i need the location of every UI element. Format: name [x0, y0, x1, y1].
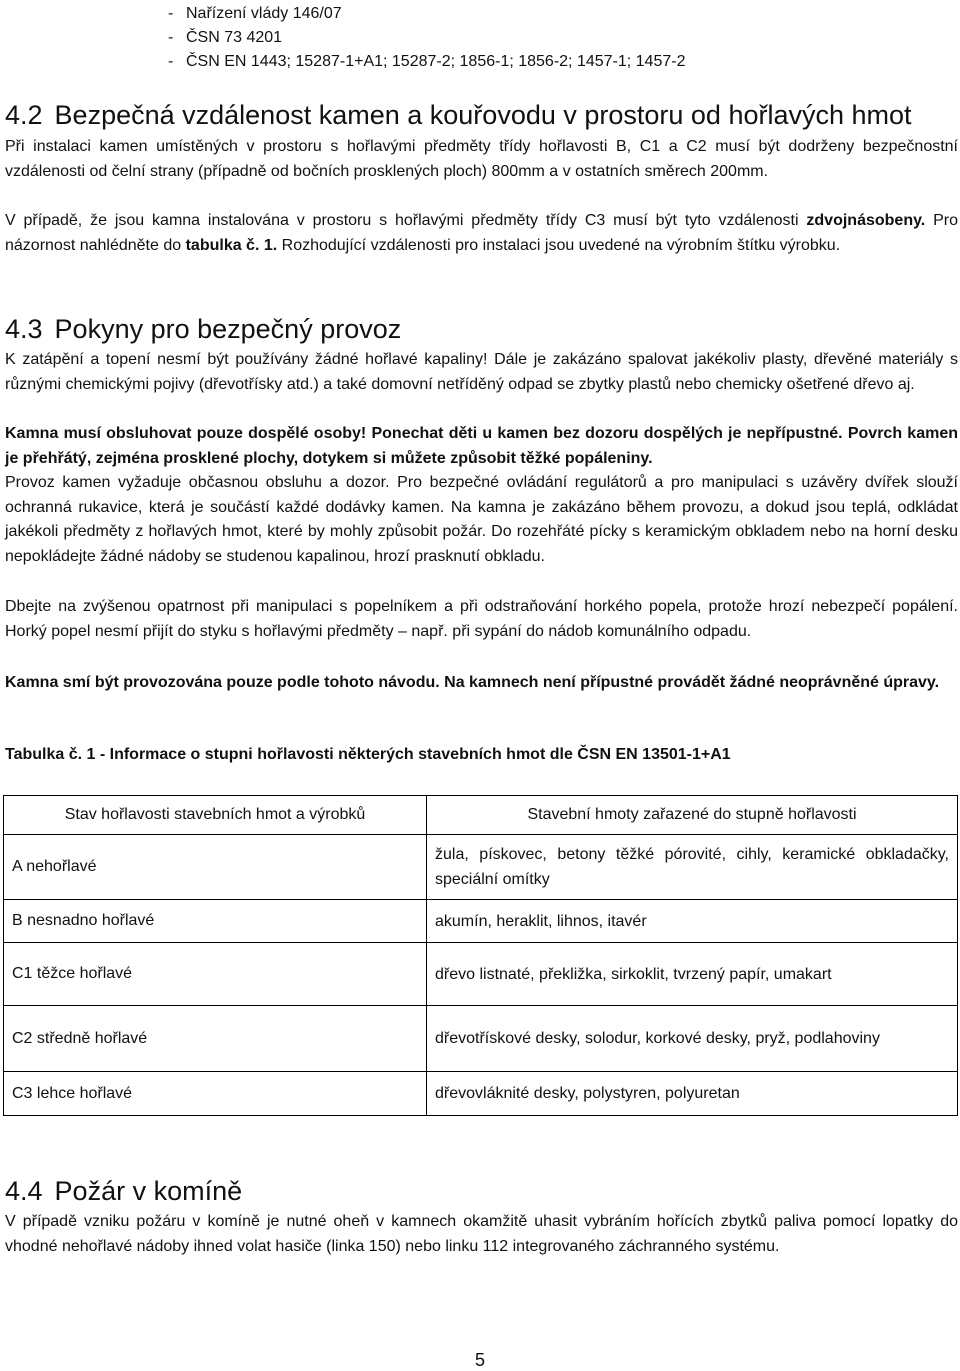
table-cell: C3 lehce hořlavé [4, 1072, 427, 1116]
section-4-3-warning-1: Kamna musí obsluhovat pouze dospělé osoby! Ponechat děti u kamen bez dozoru dospělých je nepřípustné. Povrch kamen je přehřátý, zejména prosklené plochy, dotykem si můžete způsobit těžké popáleniny. [5, 425, 958, 467]
table-cell: akumín, heraklit, lihnos, itavér [427, 900, 958, 943]
section-4-3-paragraph-3: Dbejte na zvýšenou opatrnost při manipulaci s popelníkem a při odstraňování horkého popela, protože hrozí nebezpečí popálení. Horký popel nesmí přijít do styku s hořlavými předměty – např. při sypání do nádob komunálního odpadu. [5, 598, 958, 640]
section-title: Pokyny pro bezpečný provoz [54, 314, 402, 344]
section-4-3-heading [5, 314, 401, 344]
section-number: 4.4 [5, 1176, 43, 1206]
section-4-2-paragraph-1: Při instalaci kamen umístěných v prostoru s hořlavými předměty třídy hořlavosti B, C1 a C2 musí být dodrženy bezpečnostní vzdálenosti od čelní strany (případně od bočních prosklených ploch) 800mm a v ostatních směrech 200mm. [5, 138, 958, 180]
bold-run: zdvojnásobeny. [806, 212, 926, 229]
text-run: Rozhodující vzdálenosti pro instalaci jsou uvedené na výrobním štítku výrobku. [277, 236, 841, 254]
text-run: Pro názornost nahlédněte do [5, 212, 959, 254]
table-header-row [4, 796, 958, 835]
table-row [4, 900, 958, 943]
section-4-4-paragraph-1: V případě vzniku požáru v komíně je nutné oheň v kamnech okamžitě uhasit vybráním hořících zbytků paliva pomocí lopatky do vhodné nehořlavé nádoby ihned volat hasiče (linka 150) nebo linku 112 integrovaného záchranného systému. [5, 1213, 958, 1255]
text-run: V případě, že jsou kamna instalována v prostoru s hořlavými předměty třídy C3 musí být tyto vzdálenosti [5, 212, 807, 229]
table-header-cell: Stavební hmoty zařazené do stupně hořlavosti [427, 796, 958, 835]
table-row [4, 1006, 958, 1072]
section-number: 4.2 [5, 100, 43, 130]
table-header-cell: Stav hořlavosti stavebních hmot a výrobků [4, 796, 427, 835]
section-title: Bezpečná vzdálenost kamen a kouřovodu v prostoru od hořlavých hmot [54, 100, 912, 130]
table-cell: žula, pískovec, betony těžké pórovité, cihly, keramické obkladačky, speciální omítky [427, 835, 958, 900]
table-cell: B nesnadno hořlavé [4, 900, 427, 943]
section-4-4-heading [5, 1176, 242, 1206]
norms-list [168, 2, 685, 74]
section-4-3-paragraph-1: K zatápění a topení nesmí být používány žádné hořlavé kapaliny! Dále je zakázáno spalovat jakékoliv plasty, dřevěné materiály s různými chemickými pojivy (dřevotřísky atd.) a také domovní netříděný odpad se zbytky plastů nebo chemicky ošetřené dřevo aj. [5, 351, 958, 393]
flammability-table [3, 795, 958, 1116]
table-cell: C1 těžce hořlavé [4, 943, 427, 1006]
section-4-3-warning-2: Kamna smí být provozována pouze podle tohoto návodu. Na kamnech není přípustné provádět žádné neoprávněné úpravy. [5, 674, 940, 691]
table-caption: Tabulka č. 1 - Informace o stupni hořlavosti některých stavebních hmot dle ČSN EN 13501-1+A1 [5, 746, 731, 763]
table-row [4, 943, 958, 1006]
section-number: 4.3 [5, 314, 43, 344]
norm-item: - ČSN EN 1443; 15287-1+A1; 15287-2; 1856-1; 1856-2; 1457-1; 1457-2 [168, 50, 685, 74]
section-4-2-paragraph-2 [5, 209, 958, 258]
norm-item: - Nařízení vlády 146/07 [168, 2, 685, 26]
table-cell: A nehořlavé [4, 835, 427, 900]
table-reference: tabulka č. 1. [185, 236, 278, 254]
table-cell: dřevovláknité desky, polystyren, polyuretan [427, 1072, 958, 1116]
table-row [4, 1072, 958, 1116]
table-cell: C2 středně hořlavé [4, 1006, 427, 1072]
norm-item: - ČSN 73 4201 [168, 26, 685, 50]
section-title: Požár v komíně [54, 1176, 243, 1206]
table-cell: dřevo listnaté, překližka, sirkoklit, tvrzený papír, umakart [427, 943, 958, 1006]
table-cell: dřevotřískové desky, solodur, korkové desky, pryž, podlahoviny [427, 1006, 958, 1072]
section-4-2-heading [5, 100, 912, 130]
section-4-3-paragraph-2: Provoz kamen vyžaduje občasnou obsluhu a dozor. Pro bezpečné ovládání regulátorů a pro manipulaci s uzávěry dvířek slouží ochranná rukavice, která je součástí každé dodávky kamen. Na kamna je zakázáno během provozu, a dokud jsou teplá, odkládat jakékoli předměty z hořlavých hmot, které by mohly způsobit požár. Do rozehřáté pícky s keramickým obkladem nebo na horní desku nepokládejte žádné nádoby se studenou kapalinou, hrozí prasknutí obkladu. [5, 474, 958, 565]
page-number: 5 [474, 1350, 485, 1370]
table-row [4, 835, 958, 900]
